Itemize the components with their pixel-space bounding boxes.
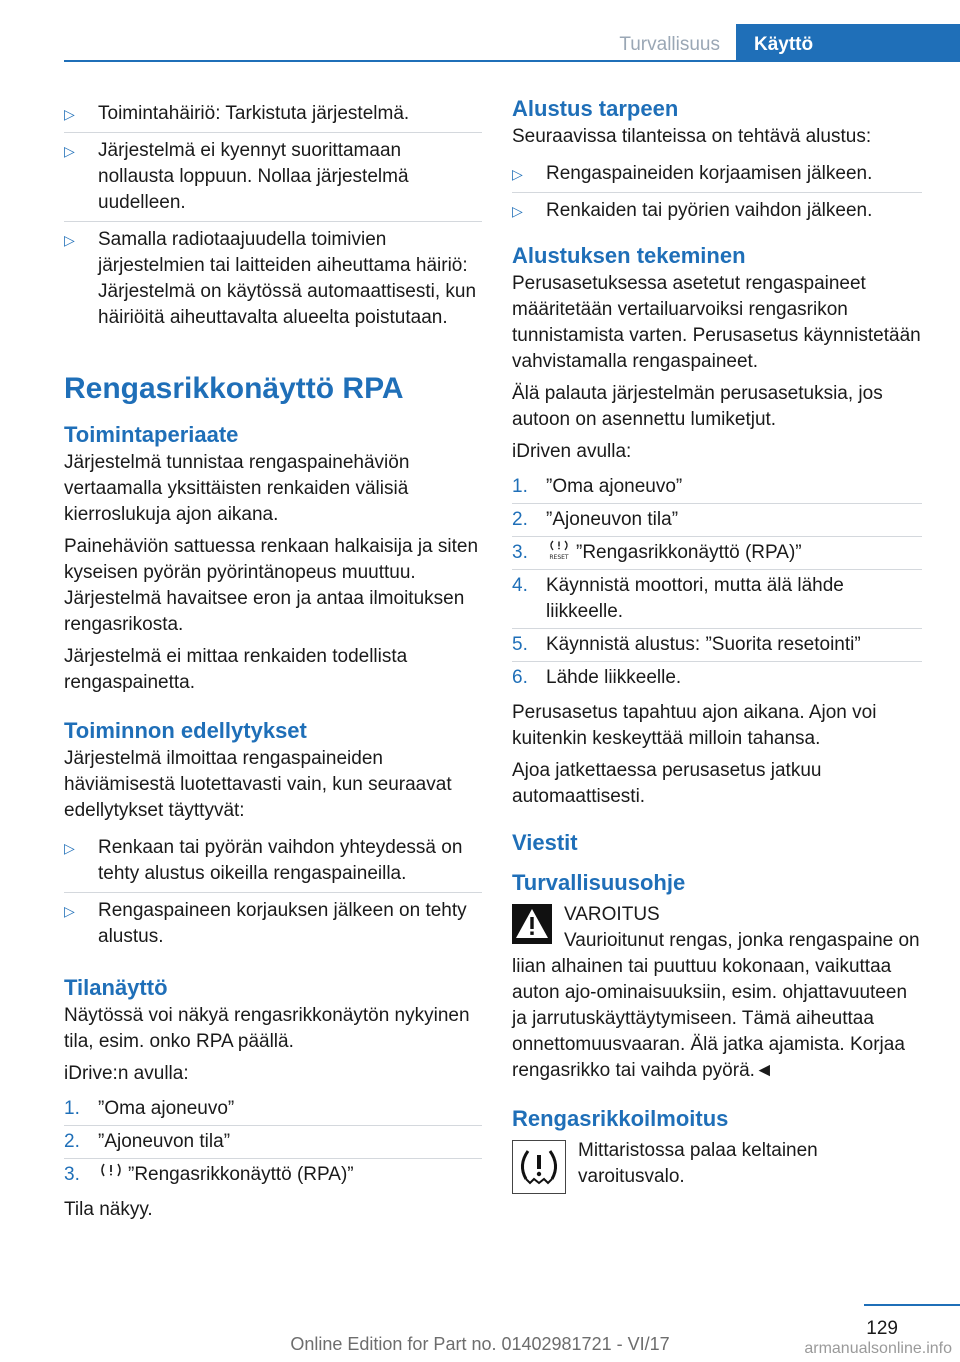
list-item: 2. ”Ajoneuvon tila” [64, 1126, 482, 1159]
heading-turvallisuusohje: Turvallisuusohje [512, 870, 686, 895]
paragraph: iDriven avulla: [512, 441, 632, 462]
list-item: 1. ”Oma ajoneuvo” [64, 1093, 482, 1126]
list-item: ▷ Järjestelmä ei kyennyt suorittamaan nollausta loppuun. Nollaa järjestelmä uudelleen. [64, 133, 482, 222]
tire-warning-lamp-icon [512, 1140, 566, 1194]
paragraph: Perusasetus tapahtuu ajon aikana. Ajon voi kuitenkin keskeyttää milloin tahansa. [512, 702, 877, 749]
main-heading: Rengasrikkonäyttö RPA [64, 372, 404, 405]
heading-alustus-tarpeen: Alustus tarpeen [512, 96, 679, 121]
right-column [512, 96, 922, 1196]
paragraph: Tila näkyy. [64, 1199, 153, 1220]
triangle-bullet-icon: ▷ [64, 232, 75, 248]
heading-tilanaytto: Tilanäyttö [64, 975, 168, 1000]
list-item: ▷ Rengaspaineen korjauksen jälkeen on tehty alustus. [64, 900, 467, 947]
list-item: 3. ”Rengasrikkonäyttö (RPA)” [64, 1164, 354, 1185]
heading-alustuksen-tekeminen: Alustuksen tekeminen [512, 243, 746, 268]
warning-triangle-icon [512, 904, 552, 944]
paragraph: Painehäviön sattuessa renkaan halkaisija ja siten kyseisen pyörän pyörintänopeus muuttuu. Järjestelmä havaitsee eron ja antaa ilmoituksen rengasrikosta. [64, 536, 479, 635]
tire-pressure-reset-icon [546, 540, 572, 562]
paragraph: Näytössä voi näkyä rengasrikkonäytön nykyinen tila, esim. onko RPA päällä. [64, 1005, 470, 1052]
page-number: 129 [866, 1318, 898, 1339]
paragraph: Ajoa jatkettaessa perusasetus jatkuu automaattisesti. [512, 760, 822, 807]
steps-list-alustus [512, 471, 922, 694]
watermark: armanualsonline.info [804, 1340, 952, 1357]
paragraph: Älä palauta järjestelmän perusasetuksia, jos autoon on asennettu lumiketjut. [512, 383, 883, 430]
list-item: ▷ Rengaspaineiden korjaamisen jälkeen. [512, 156, 922, 193]
triangle-bullet-icon: ▷ [64, 106, 75, 122]
tire-pressure-icon [98, 1162, 124, 1184]
list-item: ▷ Samalla radiotaajuudella toimivien järjestelmien tai laitteiden aiheuttama häiriö: Järjestelmä on käytössä automaattisesti, kun häiriöitä aiheuttavalta alueelta poistutaan. [64, 229, 477, 328]
triangle-bullet-icon: ▷ [64, 840, 75, 856]
heading-toimintaperiaate: Toimintaperiaate [64, 422, 239, 447]
reset-label: RESET [549, 554, 569, 561]
paragraph: Perusasetuksessa asetetut rengaspaineet määritetään vertailuarvoiksi rengasrikon tunnistamista varten. Perusasetus käynnistetään vahvistamalla rengaspaineet. [512, 273, 921, 372]
list-item: 2. ”Ajoneuvon tila” [512, 504, 922, 537]
paragraph: Järjestelmä tunnistaa rengaspainehäviön vertaamalla yksittäisten renkaiden välisiä kierroslukuja ajon aikana. [64, 452, 410, 525]
list-item: ▷ Toimintahäiriö: Tarkistuta järjestelmä. [64, 96, 482, 133]
triangle-bullet-icon: ▷ [512, 166, 523, 182]
left-column [64, 96, 482, 1229]
indicator-block [512, 1138, 922, 1190]
header-section: Turvallisuus [619, 34, 720, 55]
heading-viestit: Viestit [512, 830, 578, 855]
heading-rengasrikkoilmoitus: Rengasrikkoilmoitus [512, 1106, 729, 1131]
list-item: 6. Lähde liikkeelle. [512, 667, 682, 688]
warning-text: Vaurioitunut rengas, jonka rengaspaine on liian alhainen tai puuttuu kokonaan, vaikuttaa auton ajo-ominaisuuksiin, esim. ohjattavuuteen ja jarrutuskäyttäytymiseen. Tämä aiheuttaa onnettomuusvaaran. Älä jatka ajamista. Korjaa rengasrikko tai vaihda pyörä.◄ [512, 930, 920, 1081]
triangle-bullet-icon: ▷ [64, 143, 75, 159]
bullet-list-top [64, 96, 482, 336]
heading-edellytykset: Toiminnon edellytykset [64, 718, 307, 743]
list-item: 4. Käynnistä moottori, mutta älä lähde liikkeelle. [512, 570, 922, 629]
bullet-list-edellytykset [64, 830, 482, 955]
warning-title: VAROITUS [564, 904, 660, 925]
triangle-bullet-icon: ▷ [512, 203, 523, 219]
paragraph: Järjestelmä ei mittaa renkaiden todellista rengaspainetta. [64, 646, 408, 693]
page-header [64, 24, 960, 62]
list-item: 1. ”Oma ajoneuvo” [512, 471, 922, 504]
paragraph: iDrive:n avulla: [64, 1063, 189, 1084]
paragraph: Järjestelmä ilmoittaa rengaspaineiden häviämisestä luotettavasti vain, kun seuraavat edellytykset täyttyvät: [64, 748, 452, 821]
list-item: 5. Käynnistä alustus: ”Suorita resetointi” [512, 629, 922, 662]
header-tab: Käyttö [736, 24, 960, 61]
list-item: 3. RESET ”Rengasrikkonäyttö (RPA)” [512, 537, 922, 570]
indicator-text: Mittaristossa palaa keltainen varoitusvalo. [578, 1140, 818, 1187]
list-item: ▷ Renkaiden tai pyörien vaihdon jälkeen. [512, 193, 922, 229]
steps-list-tila [64, 1093, 482, 1191]
footer-rule [864, 1304, 960, 1306]
list-item: ▷ Renkaan tai pyörän vaihdon yhteydessä on tehty alustus oikeilla rengaspaineilla. [64, 830, 482, 893]
bullet-list-alustus [512, 156, 922, 229]
warning-block [512, 902, 922, 1084]
edition-note: Online Edition for Part no. 01402981721 - VI/17 [290, 1334, 670, 1354]
triangle-bullet-icon: ▷ [64, 903, 75, 919]
paragraph: Seuraavissa tilanteissa on tehtävä alustus: [512, 126, 872, 147]
